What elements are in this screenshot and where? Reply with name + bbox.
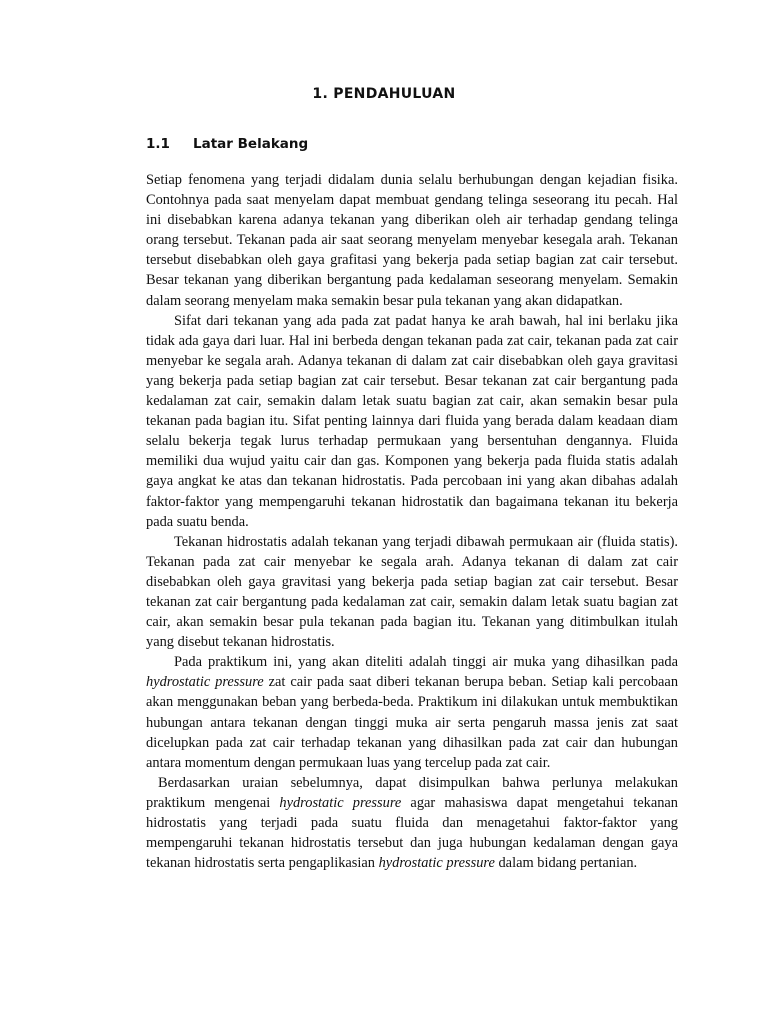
section-number: 1.1 bbox=[146, 136, 170, 152]
body-text bbox=[146, 170, 678, 873]
chapter-title: 1. PENDAHULUAN bbox=[312, 86, 456, 102]
paragraph-5-italic-term-1: hydrostatic pressure bbox=[279, 794, 402, 811]
paragraph-5-text-e: dalam bidang pertanian. bbox=[494, 855, 638, 872]
paragraph-2: Sifat dari tekanan yang ada pada zat padat hanya ke arah bawah, hal ini berlaku jika tidak ada gaya dari luar. Hal ini berbeda dengan tekanan pada zat cair, tekanan pada zat cair menyebar ke segala arah. Adanya tekanan di dalam zat cair disebabkan oleh gaya gravitasi yang bekerja pada setiap bagian zat cair tersebut. Besar tekanan zat cair bergantung pada kedalaman zat cair, semakin dalam letak suatu bagian zat cair, akan semakin besar pula tekanan pada bagian itu. Sifat penting lainnya dari fluida yang berada dalam keadaan diam selalu bekerja tegak lurus terhadap permukaan yang bersentuhan dengannya. Fluida memiliki dua wujud yaitu cair dan gas. Komponen yang bekerja pada fluida statis adalah gaya angkat ke atas dan tekanan hidrostatis. Pada percobaan ini yang akan dibahas adalah faktor-faktor yang mempengaruhi tekanan hidrostatik dan bagaimana tekanan itu bekerja pada suatu benda. bbox=[146, 312, 678, 530]
paragraph-4-italic-term: hydrostatic pressure bbox=[146, 674, 264, 691]
paragraph-4-text-a: Pada praktikum ini, yang akan diteliti adalah tinggi air muka yang dihasilkan pada bbox=[174, 654, 678, 671]
section-heading bbox=[146, 136, 308, 152]
paragraph-5-italic-term-2: hydrostatic pressure bbox=[378, 855, 495, 872]
paragraph-4-text-c: zat cair pada saat diberi tekanan berupa beban. Setiap kali percobaan akan menggunakan beban yang berbeda-beda. Praktikum ini dilakukan untuk membuktikan hubungan antara tekanan dengan tinggi muka air serta pengaruh massa jenis zat saat dicelupkan pada zat cair terhadap tekanan yang dihasilkan pada zat cair dan hubungan antara momentum dengan permukaan luas yang tercelup pada zat cair. bbox=[146, 674, 679, 771]
paragraph-3: Tekanan hidrostatis adalah tekanan yang terjadi dibawah permukaan air (fluida statis). Tekanan pada zat cair menyebar ke segala arah. Adanya tekanan di dalam zat cair disebabkan oleh gaya gravitasi yang bekerja pada setiap bagian zat cair tersebut. Besar tekanan zat cair bergantung pada kedalaman zat cair, semakin dalam letak suatu bagian zat cair, akan semakin besar pula tekanan pada bagian itu. Tekanan yang ditimbulkan itulah yang disebut tekanan hidrostatis. bbox=[146, 533, 678, 651]
section-title: Latar Belakang bbox=[193, 136, 309, 152]
paragraph-5-text-a: Berdasarkan uraian sebelumnya, dapat disimpulkan bahwa perlunya melakukan praktikum mengenai bbox=[146, 774, 678, 811]
paragraph-5 bbox=[146, 773, 678, 873]
paragraph-5-text-c: agar mahasiswa dapat mengetahui tekanan hidrostatis yang terjadi pada suatu fluida dan menagetahui faktor-faktor yang mempengaruhi tekanan hidrostatis tersebut dan juga hubungan kedalaman dengan gaya tekanan hidrostatis serta pengaplikasian bbox=[146, 794, 678, 872]
paragraph-1: Setiap fenomena yang terjadi didalam dunia selalu berhubungan dengan kejadian fisika. Contohnya pada saat menyelam dapat membuat gendang telinga seseorang itu pecah. Hal ini disebabkan karena adanya tekanan yang diberikan oleh air terhadap gendang telinga orang tersebut. Tekanan pada air saat seorang menyelam menyebar kesegala arah. Tekanan tersebut disebabkan oleh gaya grafitasi yang bekerja pada setiap bagian zat cair tersebut. Besar tekanan yang diberikan bergantung pada kedalaman seseorang menyelam. Semakin dalam seorang menyelam maka semakin besar pula tekanan yang akan didapatkan. bbox=[146, 172, 678, 309]
paragraph-4 bbox=[146, 652, 678, 773]
